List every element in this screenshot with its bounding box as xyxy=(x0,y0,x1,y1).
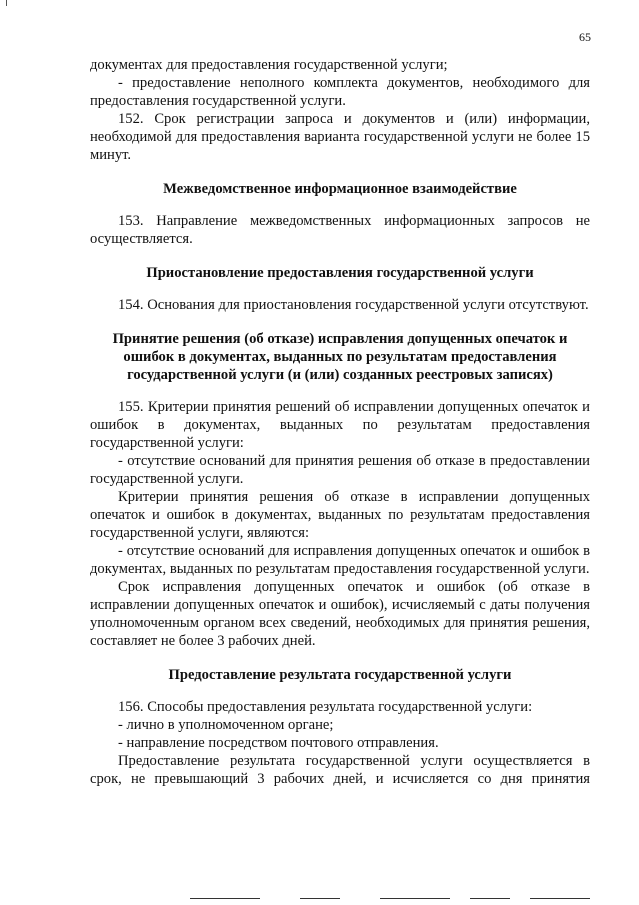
scan-line xyxy=(380,898,450,899)
scan-line xyxy=(530,898,590,899)
paragraph: - предоставление неполного комплекта документов, необходимого для предоставления государственной услуги. xyxy=(90,75,590,109)
paragraph: 156. Способы предоставления результата государственной услуги: xyxy=(118,699,533,715)
paragraph: - отсутствие оснований для исправления допущенных опечаток и ошибок в документах, выданных по результатам предоставления государственной услуги. xyxy=(90,543,590,577)
document-body xyxy=(90,56,590,806)
paragraph: - лично в уполномоченном органе; xyxy=(118,717,334,733)
section-heading: Принятие решения (об отказе) исправления допущенных опечаток и ошибок в документах, выданных по результатам предоставления государственной услуги (и (или) созданных реестровых записях) xyxy=(112,331,568,383)
paragraph: 152. Срок регистрации запроса и документов и (или) информации, необходимой для предоставления варианта государственной услуги не более 15 минут. xyxy=(90,111,590,163)
paragraph: Предоставление результата государственной услуги осуществляется в срок, не превышающий 3 рабочих дней, и исчисляется со дня принятия xyxy=(90,753,590,787)
paragraph: - отсутствие оснований для принятия решения об отказе в предоставлении государственной услуги. xyxy=(90,453,590,487)
scan-artifact-lines xyxy=(0,891,639,905)
scan-line xyxy=(300,898,340,899)
paragraph: 154. Основания для приостановления государственной услуги отсутствуют. xyxy=(118,297,589,313)
paragraph: 153. Направление межведомственных информационных запросов не осуществляется. xyxy=(90,213,590,247)
scan-corner-mark xyxy=(6,0,7,6)
paragraph: Критерии принятия решения об отказе в исправлении допущенных опечаток и ошибок в документах, выданных по результатам предоставления государственной услуги, являются: xyxy=(90,489,590,541)
page-number: 65 xyxy=(579,30,591,44)
section-heading: Предоставление результата государственной услуги xyxy=(168,667,512,683)
scan-line xyxy=(470,898,510,899)
paragraph: 155. Критерии принятия решений об исправлении допущенных опечаток и ошибок в документах, выданных по результатам предоставления государственной услуги: xyxy=(90,399,590,451)
paragraph: документах для предоставления государственной услуги; xyxy=(90,57,448,73)
section-heading: Межведомственное информационное взаимодействие xyxy=(163,181,517,197)
section-heading: Приостановление предоставления государственной услуги xyxy=(146,265,534,281)
paragraph: - направление посредством почтового отправления. xyxy=(118,735,439,751)
scan-line xyxy=(190,898,260,899)
paragraph: Срок исправления допущенных опечаток и ошибок (об отказе в исправлении допущенных опечаток и ошибок), исчисляемый с даты получения уполномоченным органом всех сведений, необходимых для принятия решения, составляет не более 3 рабочих дней. xyxy=(90,579,590,649)
